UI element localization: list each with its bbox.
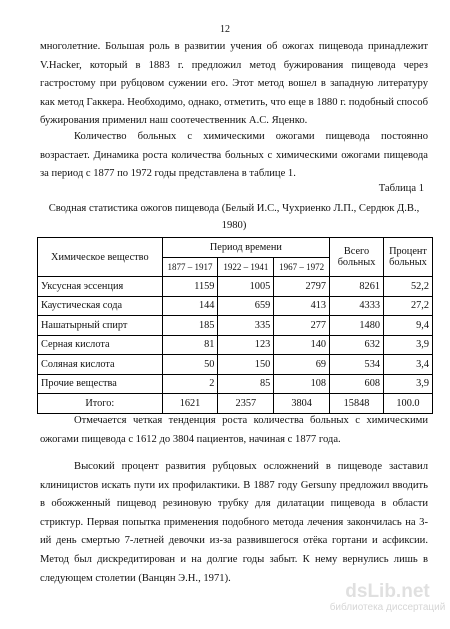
row-p2: 85 (218, 374, 274, 394)
header-period-2: 1922 – 1941 (218, 257, 274, 277)
row-substance: Серная кислота (38, 335, 163, 355)
row-p2: 150 (218, 355, 274, 375)
row-p2: 335 (218, 316, 274, 336)
row-p1: 81 (162, 335, 218, 355)
row-p2: 659 (218, 296, 274, 316)
row-percent: 3,9 (384, 335, 433, 355)
row-substance: Каустическая сода (38, 296, 163, 316)
row-total: 1480 (330, 316, 384, 336)
header-substance: Химическое вещество (38, 238, 163, 277)
row-total: 4333 (330, 296, 384, 316)
row-p3: 2797 (274, 277, 330, 297)
statistics-table (37, 237, 433, 414)
table-row (38, 355, 433, 375)
row-p3: 277 (274, 316, 330, 336)
row-p1: 1159 (162, 277, 218, 297)
totals-period-1: 1621 (162, 394, 218, 414)
row-p2: 1005 (218, 277, 274, 297)
row-p1: 185 (162, 316, 218, 336)
page-number: 12 (220, 24, 230, 35)
totals-label: Итого: (38, 394, 163, 414)
row-percent: 27,2 (384, 296, 433, 316)
row-percent: 9,4 (384, 316, 433, 336)
paragraph-2: Количество больных с химическими ожогами пищевода постоянно возрастает. Динамика роста количества больных с химическими ожогами пищевода за период с 1877 по 1972 годы представлена в таблице 1. (40, 131, 428, 180)
row-percent: 3,4 (384, 355, 433, 375)
watermark-caption: библиотека диссертаций (329, 602, 446, 613)
table-row (38, 374, 433, 394)
row-percent: 52,2 (384, 277, 433, 297)
row-total: 632 (330, 335, 384, 355)
row-total: 608 (330, 374, 384, 394)
header-percent: Процент больных (384, 238, 433, 277)
totals-percent: 100.0 (384, 394, 433, 414)
header-period-3: 1967 – 1972 (274, 257, 330, 277)
totals-period-2: 2357 (218, 394, 274, 414)
table-row (38, 316, 433, 336)
row-total: 534 (330, 355, 384, 375)
row-p3: 413 (274, 296, 330, 316)
row-percent: 3,9 (384, 374, 433, 394)
totals-total: 15848 (330, 394, 384, 414)
row-p1: 2 (162, 374, 218, 394)
paragraph-1: многолетние. Большая роль в развитии учения об ожогах пищевода принадлежит V.Hacker, который в 1883 г. предложил метод бужирования пищевода через гастростому при рубцовом сужении его. Этот метод вошел в западную литературу как метод Гаккера. Необходимо, однако, отметить, что еще в 1880 г. подобный способ бужирования применил наш соотечественник А.С. Яценко. (40, 41, 428, 127)
table-label: Таблица 1 (378, 183, 424, 194)
table-row (38, 335, 433, 355)
row-p3: 69 (274, 355, 330, 375)
row-substance: Уксусная эссенция (38, 277, 163, 297)
row-substance: Нашатырный спирт (38, 316, 163, 336)
row-p2: 123 (218, 335, 274, 355)
paragraph-4: Высокий процент развития рубцовых осложнений в пищеводе заставил клиницистов искать пути их профилактики. В 1887 году Gersuny предложил вводить в обожженный пищевод резиновую трубку для дилатации пищевода в области стриктур. Первая попытка применения подобного метода лечения закончилась на 3-ий день смертью 7-летней девочки из-за развившегося отёка гортани и асфиксии. Метод был дискредитирован и на долгие годы забыт. К нему вернулись лишь в следующем столетии (Ванцян Э.Н., 1971). (40, 461, 428, 584)
table-row (38, 296, 433, 316)
row-total: 8261 (330, 277, 384, 297)
watermark (325, 582, 450, 614)
table-header-row (38, 238, 433, 258)
table-row (38, 277, 433, 297)
table-title: Сводная статистика ожогов пищевода (Белый И.С., Чухриенко Л.П., Сердюк Д.В., 1980) (48, 203, 420, 231)
row-substance: Соляная кислота (38, 355, 163, 375)
row-p3: 108 (274, 374, 330, 394)
header-total: Всего больных (330, 238, 384, 277)
row-p3: 140 (274, 335, 330, 355)
row-substance: Прочие вещества (38, 374, 163, 394)
row-p1: 50 (162, 355, 218, 375)
watermark-brand: dsLib.net (345, 581, 430, 602)
paragraph-3: Отмечается четкая тенденция роста количества больных с химическими ожогами пищевода с 1612 до 3804 пациентов, начиная с 1877 года. (40, 415, 428, 445)
row-p1: 144 (162, 296, 218, 316)
header-period-1: 1877 – 1917 (162, 257, 218, 277)
table-totals-row (38, 394, 433, 414)
header-period: Период времени (162, 238, 329, 258)
totals-period-3: 3804 (274, 394, 330, 414)
